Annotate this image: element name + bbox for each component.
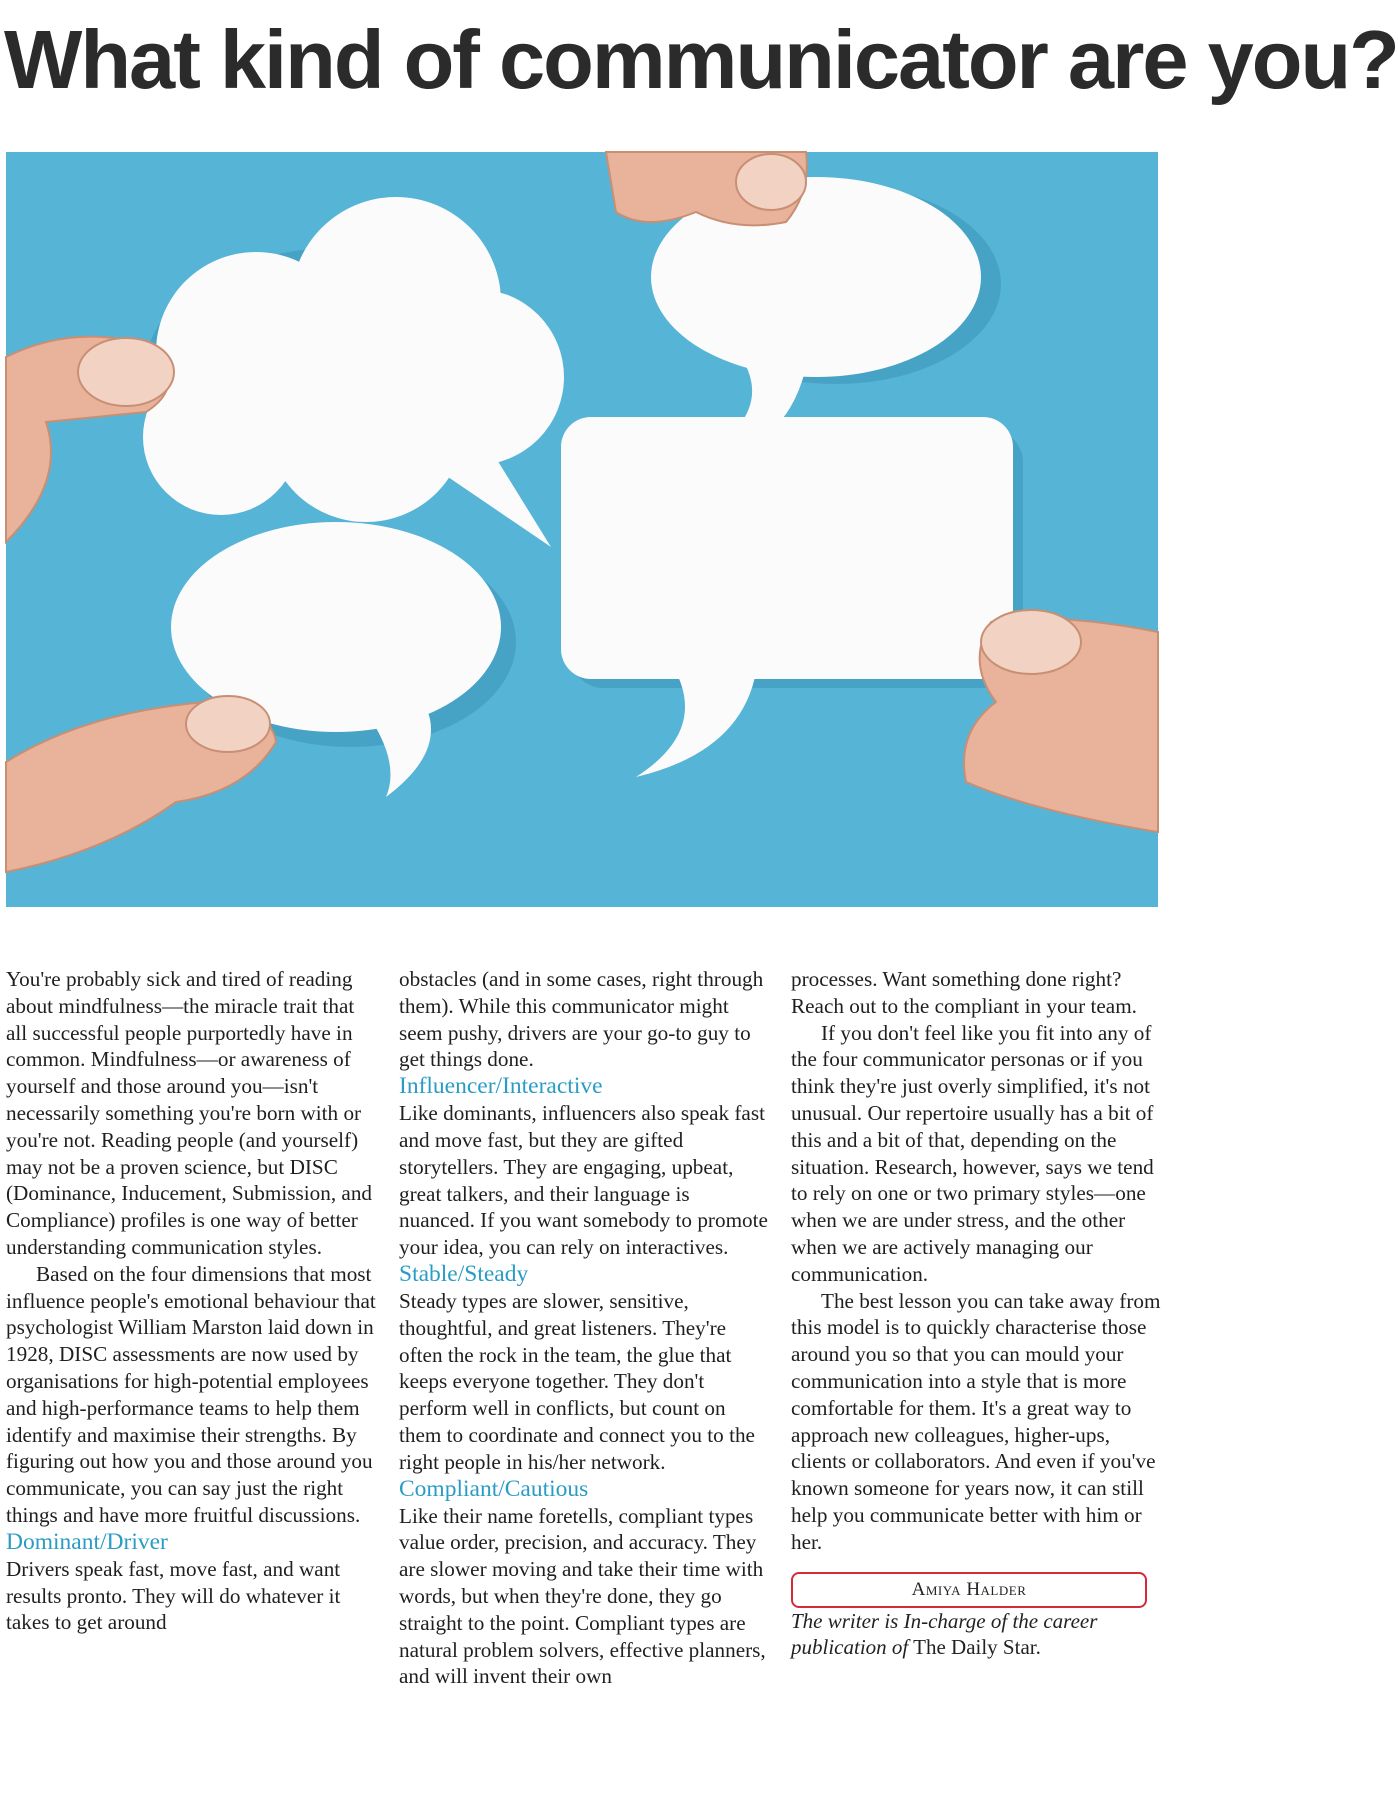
article-photo xyxy=(6,152,1158,907)
body-paragraph: obstacles (and in some cases, right through them). While this communicator might seem pushy, drivers are your go-to guy to get things done. xyxy=(399,967,764,1072)
body-paragraph: If you don't feel like you fit into any of the four communicator personas or if you think they're just overly simplified, it's not unusual. Our repertoire usually has a bit of this and a bit of that, depending on the situation. Research, however, says we tend to rely on one or two primary styles—one when we are under stress, and the other when we are actively managing our communication. xyxy=(791,1020,1154,1286)
body-paragraph: Steady types are slower, sensitive, thoughtful, and great listeners. They're often the rock in the team, the glue that keeps everyone together. They don't perform well in conflicts, but count on them to coordinate and connect you to the right people in his/her network. xyxy=(399,1288,755,1474)
body-paragraph: The best lesson you can take away from this model is to quickly characterise those around you so that you can mould your communication into a style that is more comfortable for them. It's a great way to approach new colleagues, higher-ups, clients or collaborators. And even if you've known someone for years now, it can still help you communicate better with him or her. xyxy=(791,1288,1161,1554)
publication-name: The Daily Star. xyxy=(913,1635,1041,1660)
credit-text: The writer is In-charge of the career publication of xyxy=(791,1608,1098,1660)
body-paragraph: Based on the four dimensions that most influence people's emotional behaviour that psychologist William Marston laid down in 1928, DISC assessments are now used by organisations for high-potential employees and high-performance teams to help them identify and maximise their strengths. By figuring out how you and those around you communicate, you can say just the right things and have more fruitful discussions. xyxy=(6,1261,376,1527)
body-paragraph: Like their name foretells, compliant types value order, precision, and accuracy. They are slower moving and take their time with words, but when they're done, they go straight to the point. Compliant types are natural problem solvers, effective planners, and will invent their own xyxy=(399,1503,766,1689)
article-column-2 xyxy=(399,966,769,1690)
speech-bubbles-illustration xyxy=(6,152,1158,907)
subheading-dominant-driver: Dominant/Driver xyxy=(6,1528,168,1555)
body-paragraph: Drivers speak fast, move fast, and want results pronto. They will do whatever it takes to get around xyxy=(6,1556,341,1635)
hand-icon xyxy=(606,152,807,225)
subheading-compliant-cautious: Compliant/Cautious xyxy=(399,1475,589,1502)
subheading-influencer-interactive: Influencer/Interactive xyxy=(399,1073,603,1100)
body-paragraph: processes. Want something done right? Reach out to the compliant in your team. xyxy=(791,967,1137,1018)
article-column-1 xyxy=(6,966,376,1636)
body-paragraph: You're probably sick and tired of reading about mindfulness—the miracle trait that all successful people purportedly have in common. Mindfulness—or awareness of yourself and those around you—isn't necessarily something you're born with or you're not. Reading people (and yourself) may not be a proven science, but DISC (Dominance, Inducement, Submission, and Compliance) profiles is one way of better understanding communication styles. xyxy=(6,967,373,1259)
author-byline: Amiya Halder xyxy=(791,1572,1147,1608)
subheading-stable-steady: Stable/Steady xyxy=(399,1260,529,1287)
headline: What kind of communicator are you? xyxy=(4,13,1398,106)
body-paragraph: Like dominants, influencers also speak fast and move fast, but they are gifted storytellers. They are engaging, upbeat, great talkers, and their language is nuanced. If you want somebody to promote your idea, you can rely on interactives. xyxy=(399,1101,768,1260)
author-credit xyxy=(791,1608,1161,1662)
article-column-3 xyxy=(791,966,1161,1661)
